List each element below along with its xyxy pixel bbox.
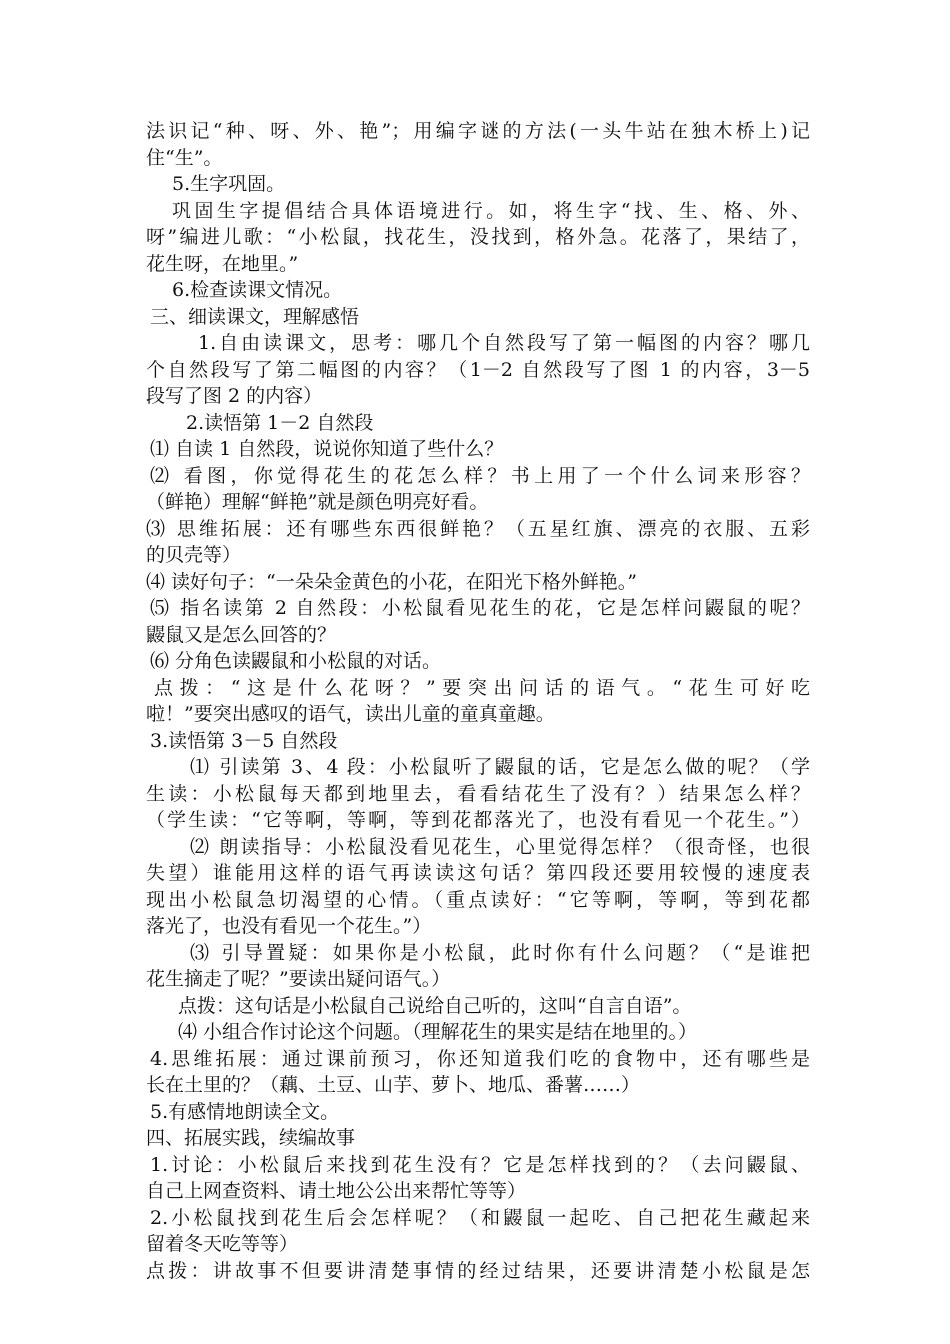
text-line: （鲜艳）理解“鲜艳”就是颜色明亮好看。 <box>146 491 489 513</box>
text-line: 点拨：这句话是小松鼠自己说给自己听的，这叫“自言自语”。 <box>178 994 692 1017</box>
text-line: 段写了图 2 的内容） <box>146 385 323 407</box>
text-line: 巩固生字提倡结合具体语境进行。如，将生字“找、生、格、外、 <box>172 199 810 222</box>
text-line: 四、拓展实践，续编故事 <box>146 1127 356 1149</box>
text-line: 点拨：讲故事不但要讲清楚事情的经过结果，还要讲清楚小松鼠是怎 <box>146 1259 810 1282</box>
text-line: 啦！”要突出感叹的语气，读出儿童的童真童趣。 <box>146 703 555 725</box>
text-line: 法识记“种、呀、外、艳”；用编字谜的方法(一头牛站在独木桥上)记 <box>146 120 810 142</box>
text-line: 住“生”。 <box>146 146 223 169</box>
text-line: ⑶ 思维拓展：还有哪些东西很鲜艳？（五星红旗、漂亮的衣服、五彩 <box>146 517 810 540</box>
text-line: 留着冬天吃等等） <box>146 1233 299 1255</box>
text-line: 花生呀，在地里。” <box>146 252 299 275</box>
text-line: ⑷ 小组合作讨论这个问题。（理解花生的果实是结在地里的。） <box>178 1021 698 1043</box>
text-line: ⑵ 看图，你觉得花生的花怎么样？书上用了一个什么词来形容？ <box>150 464 810 487</box>
text-line: 自己上网查资料、请土地公公出来帮忙等等） <box>146 1180 527 1202</box>
text-line: 4.思维拓展：通过课前预习，你还知道我们吃的食物中，还有哪些是 <box>150 1047 810 1070</box>
text-line: 2.小松鼠找到花生后会怎样呢？（和鼹鼠一起吃、自己把花生藏起来 <box>150 1206 810 1229</box>
text-line: ⑴ 自读 1 自然段，说说你知道了些什么？ <box>150 438 504 460</box>
text-line: 三、细读课文，理解感悟 <box>150 305 360 328</box>
text-line: 落光了，也没有看见一个花生。”） <box>146 915 432 937</box>
text-line: 5.生字巩固。 <box>172 173 286 195</box>
text-line: 2.读悟第 1－2 自然段 <box>186 411 374 434</box>
text-line: 6.检查读课文情况。 <box>172 279 343 301</box>
text-line: 鼹鼠又是怎么回答的？ <box>146 623 337 646</box>
text-line: （学生读：“它等啊，等啊，等到花都落光了，也没有看见一个花生。”） <box>146 809 810 831</box>
text-line: 失望）谁能用这样的语气再读读这句话？第四段还要用较慢的速度表 <box>146 862 810 884</box>
text-line: ⑷ 读好句子：“一朵朵金黄色的小花，在阳光下格外鲜艳。” <box>146 570 637 593</box>
text-line: 呀”编进儿歌：“小松鼠，找花生，没找到，格外急。花落了，果结了， <box>146 226 810 248</box>
text-line: ⑵ 朗读指导：小松鼠没看见花生，心里觉得怎样？（很奇怪，也很 <box>190 835 810 858</box>
text-line: ⑴ 引读第 3、4 段：小松鼠听了鼹鼠的话，它是怎么做的呢？（学 <box>190 756 810 778</box>
text-line: 花生摘走了呢？”要读出疑问语气。） <box>146 968 451 990</box>
document-body <box>146 118 810 1284</box>
text-line: 5.有感情地朗读全文。 <box>150 1100 340 1123</box>
text-line: 生读：小松鼠每天都到地里去，看看结花生了没有？）结果怎么样？ <box>146 782 810 805</box>
text-line: 的贝壳等） <box>146 544 242 566</box>
text-line: 长在土里的？（藕、土豆、山芋、萝卜、地瓜、番薯……） <box>146 1074 641 1096</box>
text-line: 点拨：“这是什么花呀？”要突出问话的语气。“花生可好吃 <box>154 676 810 699</box>
text-line: ⑹ 分角色读鼹鼠和小松鼠的对话。 <box>150 650 442 672</box>
text-line: 1.自由读课文，思考：哪几个自然段写了第一幅图的内容？哪几 <box>198 332 810 354</box>
text-line: 现出小松鼠急切渴望的心情。（重点读好：“它等啊，等啊，等到花都 <box>146 888 810 911</box>
text-line: 1.讨论：小松鼠后来找到花生没有？它是怎样找到的？（去问鼹鼠、 <box>150 1153 810 1176</box>
text-line: ⑶ 引导置疑：如果你是小松鼠，此时你有什么问题？（“是谁把 <box>190 941 810 964</box>
text-line: 3.读悟第 3－5 自然段 <box>150 729 338 752</box>
text-line: ⑸ 指名读第 2 自然段：小松鼠看见花生的花，它是怎样问鼹鼠的呢？ <box>150 597 810 619</box>
text-line: 个自然段写了第二幅图的内容？（1－2 自然段写了图 1 的内容，3－5 <box>146 358 810 381</box>
